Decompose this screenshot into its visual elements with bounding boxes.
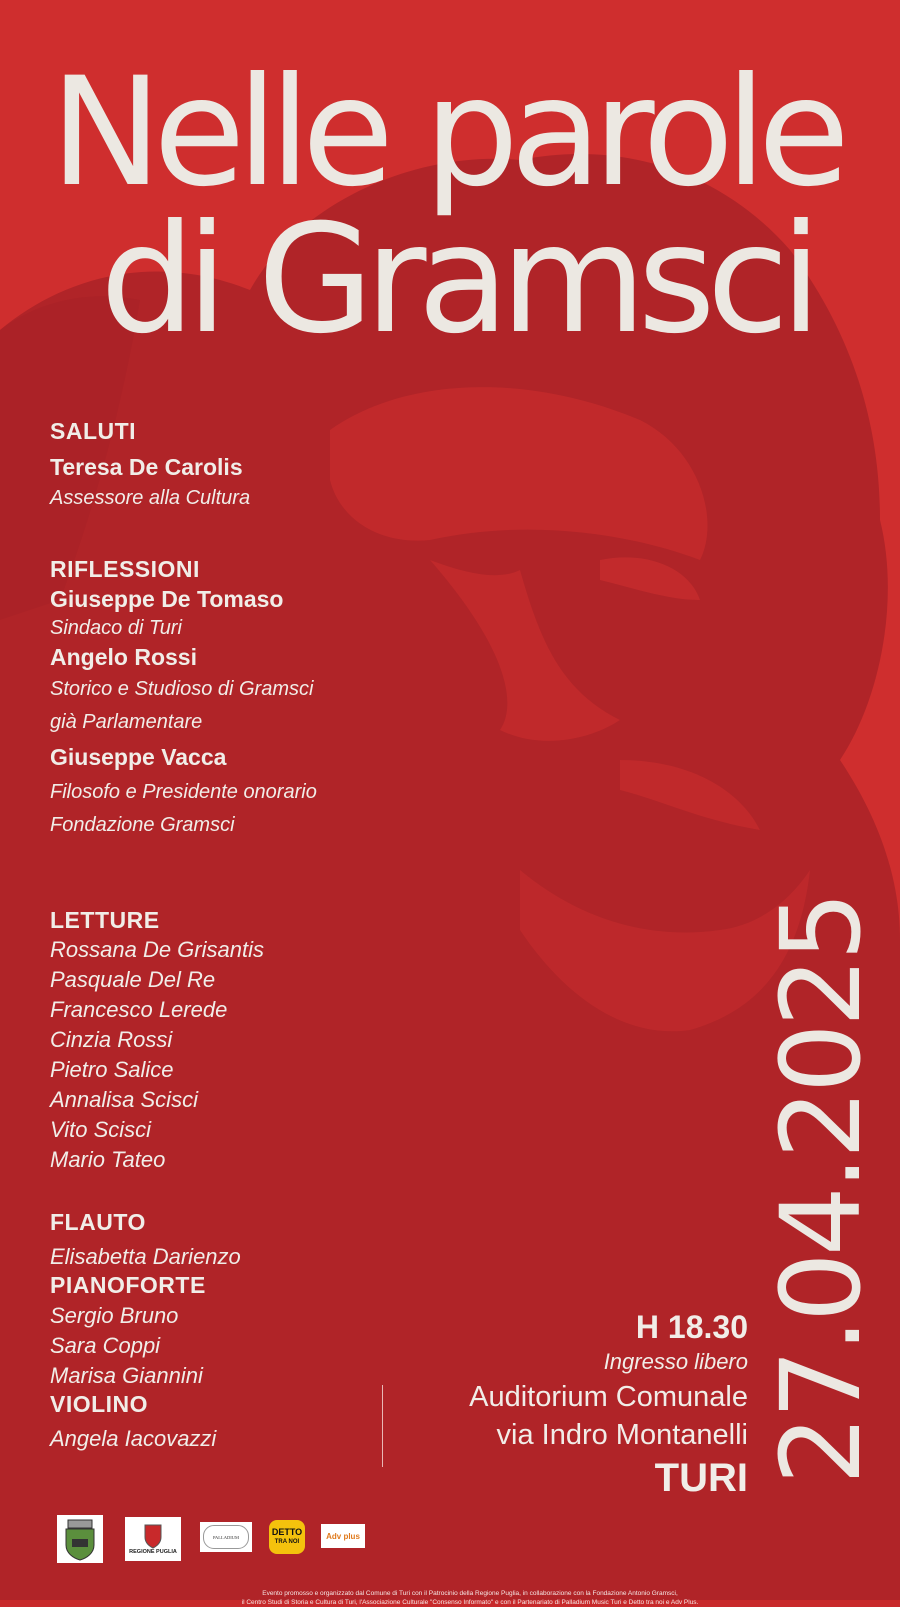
pianoforte-heading: PIANOFORTE	[50, 1272, 206, 1298]
title-line-2: di Gramsci	[100, 193, 813, 367]
venue-divider	[382, 1385, 383, 1467]
footer-credits	[100, 1589, 840, 1607]
saluti-heading: SALUTI	[50, 418, 137, 444]
musician-name: Marisa Giannini	[50, 1363, 203, 1388]
reader-name: Pasquale Del Re	[50, 967, 216, 992]
speaker-role: già Parlamentare	[50, 711, 203, 733]
detto-label: DETTO	[271, 1527, 303, 1537]
venue-address: via Indro Montanelli	[496, 1419, 748, 1451]
letture-section	[50, 907, 264, 1175]
flauto-heading: FLAUTO	[50, 1209, 146, 1235]
violino-heading: VIOLINO	[50, 1391, 149, 1417]
speaker-name: Giuseppe De Tomaso	[50, 586, 284, 612]
detto-tra-noi-logo	[269, 1520, 305, 1554]
event-time: H 18.30	[635, 1309, 748, 1345]
speaker-name: Giuseppe Vacca	[50, 744, 227, 770]
palladium-label: PALLADIUM	[212, 1534, 240, 1540]
event-city: TURI	[654, 1456, 748, 1500]
musician-name: Sergio Bruno	[50, 1303, 179, 1328]
riflessioni-heading: RIFLESSIONI	[50, 556, 200, 582]
musician-name: Sara Coppi	[50, 1333, 161, 1358]
musician-name: Elisabetta Darienzo	[50, 1244, 241, 1269]
venue-block	[469, 1308, 748, 1502]
saluti-section	[50, 418, 250, 510]
reader-name: Cinzia Rossi	[50, 1027, 173, 1052]
title-line-1: Nelle parole	[50, 46, 842, 220]
venue-name: Auditorium Comunale	[469, 1381, 748, 1413]
footer-line-2: il Centro Studi di Storia e Cultura di Turi, l'Associazione Culturale "Consenso Informato" e con il Partenariato di Palladium Music Turi e Detto tra noi e Adv Plus.	[241, 1599, 699, 1606]
speaker-role: Filosofo e Presidente onorario	[50, 781, 317, 803]
speaker-role: Assessore alla Cultura	[50, 487, 251, 509]
adv-plus-label: Adv plus	[326, 1531, 360, 1541]
footer-line-1: Evento promosso e organizzato dal Comune di Turi con il Patrocinio della Regione Puglia, in collaborazione con la Fondazione Antonio Gramsci,	[262, 1590, 678, 1597]
entry-info: Ingresso libero	[603, 1349, 748, 1374]
reader-name: Mario Tateo	[50, 1147, 166, 1172]
regione-puglia-label: REGIONE PUGLIA	[129, 1549, 177, 1555]
music-section	[50, 1209, 241, 1454]
speaker-role: Sindaco di Turi	[50, 617, 182, 639]
regione-puglia-crest-icon	[143, 1523, 163, 1549]
musician-name: Angela Iacovazzi	[50, 1426, 217, 1451]
reader-name: Vito Scisci	[50, 1117, 152, 1142]
regione-puglia-logo	[125, 1517, 181, 1561]
tra-noi-label: TRA NOI	[274, 1539, 300, 1545]
reader-name: Pietro Salice	[50, 1057, 174, 1082]
speaker-role: Storico e Studioso di Gramsci	[50, 678, 314, 700]
speaker-name: Teresa De Carolis	[50, 454, 243, 480]
reader-name: Francesco Lerede	[50, 997, 228, 1022]
speaker-role: Fondazione Gramsci	[50, 814, 235, 836]
reader-name: Annalisa Scisci	[50, 1087, 198, 1112]
letture-heading: LETTURE	[50, 907, 160, 933]
reader-name: Rossana De Grisantis	[50, 937, 264, 962]
adv-plus-logo	[321, 1524, 365, 1548]
comune-di-turi-crest-icon	[57, 1515, 103, 1563]
speaker-name: Angelo Rossi	[50, 644, 197, 670]
palladium-logo	[200, 1522, 252, 1552]
riflessioni-section	[50, 556, 317, 837]
event-date: 27.04.2025	[757, 895, 885, 1485]
